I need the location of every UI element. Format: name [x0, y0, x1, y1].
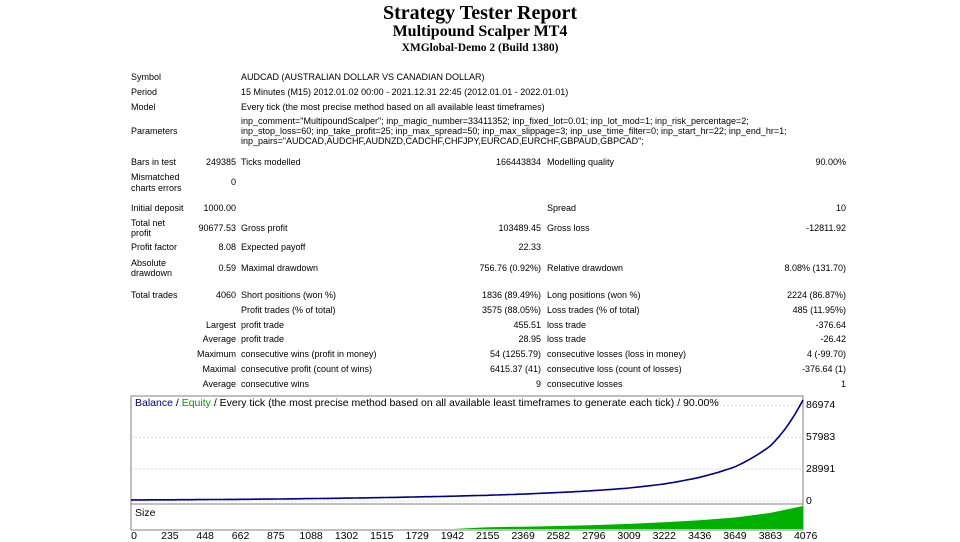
symbol-label: Symbol [131, 72, 162, 82]
average-loss-label: loss trade [547, 334, 587, 344]
netprofit-label-2: profit [131, 228, 152, 238]
x-tick-label: 3863 [758, 530, 783, 542]
grossloss-value: -12811.92 [806, 223, 846, 233]
loss-trades-label: Loss trades (% of total) [547, 305, 640, 315]
long-value: 2224 (86.87%) [786, 290, 846, 300]
x-tick-label: 4076 [793, 530, 818, 542]
x-tick-label: 3649 [723, 530, 747, 542]
server-name: XMGlobal-Demo 2 (Build 1380) [401, 42, 559, 54]
x-tick-label: 0 [131, 530, 137, 542]
y-tick-label: 86974 [806, 399, 836, 412]
model-label: Model [131, 102, 156, 112]
loss-trades-value: 485 (11.95%) [792, 305, 846, 315]
pf-label: Profit factor [131, 242, 178, 252]
mismatch-value: 0 [230, 177, 236, 187]
parameters-line-1: inp_comment="MultipoundScalper"; inp_magic_number=33411352; inp_fixed_lot=0.01; inp_lot_mod=1; inp_risk_percentage=2; [241, 116, 749, 126]
grossprofit-label: Gross profit [241, 223, 288, 233]
max-wins-value: 54 (1255.79) [489, 349, 541, 359]
payoff-value: 22.33 [518, 242, 541, 252]
legend-equity: Equity [181, 397, 211, 409]
netprofit-value: 90677.53 [198, 223, 236, 233]
largest-loss-label: loss trade [547, 320, 587, 330]
avg-losses-label: consecutive losses [547, 379, 623, 389]
max-losses-value: 4 (-99.70) [806, 349, 846, 359]
largest-profit-label: profit trade [241, 320, 285, 330]
reldd-label: Relative drawdown [547, 263, 624, 273]
average-profit-label: profit trade [241, 334, 285, 344]
maximal-profit-label: consecutive profit (count of wins) [241, 364, 373, 374]
chart-frame [131, 396, 803, 530]
x-tick-label: 3009 [617, 530, 641, 542]
maxdd-label: Maximal drawdown [241, 263, 319, 273]
legend-balance: Balance [135, 397, 173, 409]
avg-wins-label: consecutive wins [241, 379, 310, 389]
x-tick-label: 875 [267, 530, 285, 542]
parameters-line-3: inp_pairs="AUDCAD,AUDCHF,AUDNZD,CADCHF,CHFJPY,EURCAD,EURCHF,GBPAUD,GBPCAD"; [241, 136, 644, 146]
avg-wins-value: 9 [535, 379, 541, 389]
bars-value: 249385 [205, 157, 236, 167]
y-tick-label: 28991 [806, 463, 836, 476]
netprofit-label-1: Total net [131, 218, 166, 228]
x-tick-label: 3222 [652, 530, 676, 542]
average2-label: Average [202, 379, 236, 389]
x-tick-label: 1942 [440, 530, 465, 542]
largest-label: Largest [205, 320, 236, 330]
average-profit-value: 28.95 [518, 334, 541, 344]
period-value: 15 Minutes (M15) 2012.01.02 00:00 - 2021.12.31 22:45 (2012.01.01 - 2022.01.01) [241, 87, 569, 97]
y-tick-label: 57983 [806, 431, 836, 444]
ea-name: Multipound Scalper MT4 [392, 23, 568, 40]
trades-value: 4060 [215, 290, 236, 300]
quality-label: Modelling quality [547, 157, 615, 167]
x-tick-label: 1088 [299, 530, 323, 542]
profit-trades-label: Profit trades (% of total) [241, 305, 336, 315]
parameters-line-2: inp_stop_loss=60; inp_take_profit=25; inp_max_spread=50; inp_max_slippage=3; inp_use_time_filter=0; inp_start_hr=22; inp_end_hr=1; [241, 126, 787, 136]
deposit-label: Initial deposit [131, 203, 184, 213]
period-label: Period [131, 87, 158, 97]
x-tick-label: 1302 [334, 530, 359, 542]
quality-value: 90.00% [815, 157, 846, 167]
profit-trades-value: 3575 (88.05%) [481, 305, 541, 315]
maximal-loss-value: -376.64 (1) [801, 364, 846, 374]
trades-label: Total trades [131, 290, 178, 300]
spread-value: 10 [835, 203, 846, 213]
largest-loss-value: -376.64 [815, 320, 846, 330]
max-losses-label: consecutive losses (loss in money) [547, 349, 687, 359]
x-tick-label: 2155 [476, 530, 500, 542]
model-value: Every tick (the most precise method based on all available least timeframes) [241, 102, 545, 112]
largest-profit-value: 455.51 [513, 320, 541, 330]
parameters-label: Parameters [131, 126, 178, 136]
x-tick-label: 235 [161, 530, 179, 542]
x-tick-label: 2582 [546, 530, 571, 542]
x-tick-label: 2369 [511, 530, 535, 542]
grossloss-label: Gross loss [547, 223, 590, 233]
short-value: 1836 (89.49%) [481, 290, 541, 300]
x-tick-label: 2796 [582, 530, 606, 542]
chart-legend [135, 397, 719, 409]
absdd-label-2: drawdown [131, 268, 173, 278]
legend-separator: / [172, 397, 182, 409]
max-wins-label: consecutive wins (profit in money) [241, 349, 377, 359]
y-tick-label: 0 [806, 495, 812, 507]
maximal-profit-value: 6415.37 (41) [489, 364, 541, 374]
size-label: Size [135, 507, 156, 519]
reldd-value: 8.08% (131.70) [784, 263, 846, 273]
grossprofit-value: 103489.45 [498, 223, 541, 233]
deposit-value: 1000.00 [203, 203, 236, 213]
avg-losses-value: 1 [840, 379, 846, 389]
ticks-label: Ticks modelled [241, 157, 301, 167]
mismatch-label-1: Mismatched [131, 172, 180, 182]
maximum-label: Maximum [196, 349, 236, 359]
ticks-value: 166443834 [495, 157, 541, 167]
x-tick-label: 662 [231, 530, 250, 542]
bars-label: Bars in test [131, 157, 177, 167]
x-tick-label: 1515 [370, 530, 394, 542]
mismatch-label-2: charts errors [131, 183, 182, 193]
short-label: Short positions (won %) [241, 290, 337, 300]
x-tick-label: 3436 [688, 530, 712, 542]
average-label: Average [202, 334, 236, 344]
absdd-value: 0.59 [218, 263, 236, 273]
long-label: Long positions (won %) [547, 290, 641, 300]
absdd-label-1: Absolute [131, 258, 167, 268]
maxdd-value: 756.76 (0.92%) [479, 263, 541, 273]
legend-description: / Every tick (the most precise method based on all available least timeframes to generate each tick) / 90.00% [210, 397, 719, 409]
pf-value: 8.08 [218, 242, 236, 252]
average-loss-value: -26.42 [820, 334, 846, 344]
maximal-label: Maximal [202, 364, 236, 374]
payoff-label: Expected payoff [241, 242, 306, 252]
maximal-loss-label: consecutive loss (count of losses) [547, 364, 682, 374]
spread-label: Spread [547, 203, 577, 213]
x-tick-label: 448 [196, 530, 214, 542]
report-title: Strategy Tester Report [382, 2, 578, 24]
x-tick-label: 1729 [405, 530, 429, 542]
symbol-value: AUDCAD (AUSTRALIAN DOLLAR VS CANADIAN DOLLAR) [241, 72, 485, 82]
